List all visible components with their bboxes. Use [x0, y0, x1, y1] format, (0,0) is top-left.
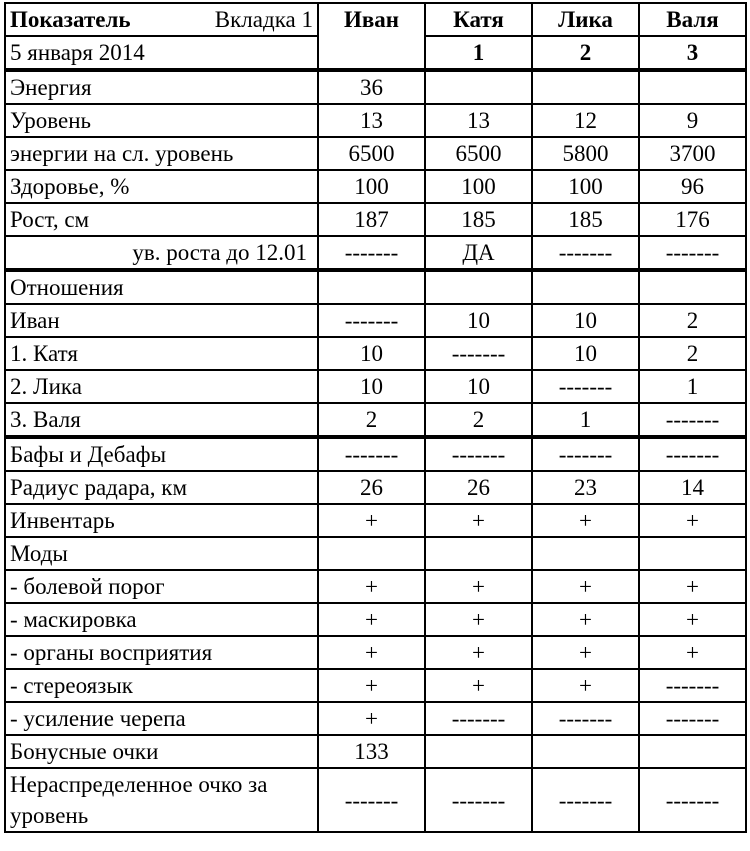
row-label: 1. Катя: [5, 337, 318, 370]
value-cell: [639, 70, 746, 104]
value-cell: -------: [639, 702, 746, 735]
header-title-cell: [5, 3, 318, 36]
value-cell: 13: [425, 104, 532, 137]
value-cell: 187: [318, 203, 425, 236]
value-cell: [318, 270, 425, 304]
table-row: [5, 170, 746, 203]
value-cell: 10: [532, 304, 639, 337]
row-label: Энергия: [5, 70, 318, 104]
player-num-valya: 3: [639, 36, 746, 70]
value-cell: 36: [318, 70, 425, 104]
player-name-katya: Катя: [425, 3, 532, 36]
value-cell: +: [639, 570, 746, 603]
row-label: - усиление черепа: [5, 702, 318, 735]
row-label: Радиус радара, км: [5, 471, 318, 504]
date-label: 5 января 2014: [5, 36, 318, 70]
value-cell: +: [425, 603, 532, 636]
value-cell: 26: [318, 471, 425, 504]
value-cell: +: [318, 669, 425, 702]
value-cell: +: [425, 570, 532, 603]
value-cell: [639, 735, 746, 768]
value-cell: 23: [532, 471, 639, 504]
value-cell: -------: [532, 236, 639, 270]
value-cell: 176: [639, 203, 746, 236]
value-cell: +: [532, 504, 639, 537]
table-row: [5, 437, 746, 471]
player-name-valya: Валя: [639, 3, 746, 36]
table-row: [5, 337, 746, 370]
table-row: [5, 137, 746, 170]
table-row: [5, 304, 746, 337]
value-cell: 12: [532, 104, 639, 137]
table-row: [5, 669, 746, 702]
value-cell: 2: [639, 337, 746, 370]
value-cell: -------: [318, 437, 425, 471]
row-label: Уровень: [5, 104, 318, 137]
table-row: [5, 603, 746, 636]
value-cell: 10: [318, 337, 425, 370]
value-cell: -------: [532, 702, 639, 735]
row-label: - стереоязык: [5, 669, 318, 702]
value-cell: +: [425, 669, 532, 702]
value-cell: -------: [318, 304, 425, 337]
value-cell: [532, 537, 639, 570]
value-cell: +: [425, 636, 532, 669]
value-cell: -------: [532, 437, 639, 471]
value-cell: 100: [532, 170, 639, 203]
value-cell: 6500: [425, 137, 532, 170]
value-cell: [639, 270, 746, 304]
row-label: Здоровье, %: [5, 170, 318, 203]
value-cell: [532, 270, 639, 304]
row-label: 3. Валя: [5, 403, 318, 437]
value-cell: -------: [639, 437, 746, 471]
table-row: [5, 270, 746, 304]
value-cell: -------: [532, 768, 639, 832]
value-cell: [532, 735, 639, 768]
table-row: [5, 203, 746, 236]
table-row: [5, 636, 746, 669]
value-cell: 133: [318, 735, 425, 768]
table-row: [5, 236, 746, 270]
value-cell: +: [318, 603, 425, 636]
value-cell: [425, 70, 532, 104]
row-label: Бонусные очки: [5, 735, 318, 768]
value-cell: 10: [318, 370, 425, 403]
table-row: [5, 735, 746, 768]
table-row: [5, 768, 746, 832]
value-cell: -------: [639, 669, 746, 702]
table-row: [5, 471, 746, 504]
value-cell: 2: [318, 403, 425, 437]
value-cell: -------: [318, 236, 425, 270]
value-cell: [425, 537, 532, 570]
value-cell: 2: [425, 403, 532, 437]
value-cell: -------: [425, 337, 532, 370]
table-row: [5, 570, 746, 603]
stats-table: [4, 2, 747, 833]
value-cell: 100: [425, 170, 532, 203]
table-row: [5, 504, 746, 537]
row-label: Иван: [5, 304, 318, 337]
value-cell: -------: [425, 768, 532, 832]
value-cell: -------: [639, 236, 746, 270]
row-label: - болевой порог: [5, 570, 318, 603]
player-name-lika: Лика: [532, 3, 639, 36]
value-cell: 185: [532, 203, 639, 236]
value-cell: +: [532, 669, 639, 702]
row-label: Инвентарь: [5, 504, 318, 537]
row-label: - маскировка: [5, 603, 318, 636]
player-name-ivan: Иван: [318, 3, 425, 70]
value-cell: 9: [639, 104, 746, 137]
value-cell: [425, 270, 532, 304]
value-cell: [639, 537, 746, 570]
value-cell: [532, 70, 639, 104]
table-row: [5, 702, 746, 735]
row-label: Отношения: [5, 270, 318, 304]
stats-body: [5, 3, 746, 832]
value-cell: +: [639, 603, 746, 636]
value-cell: +: [532, 570, 639, 603]
value-cell: 10: [532, 337, 639, 370]
value-cell: [425, 735, 532, 768]
table-row: [5, 104, 746, 137]
row-label: Нераспределенное очко за уровень: [5, 768, 318, 832]
table-row: [5, 370, 746, 403]
table-row: [5, 403, 746, 437]
value-cell: +: [318, 636, 425, 669]
row-label: ув. роста до 12.01: [5, 236, 318, 270]
indicator-heading: Показатель: [10, 7, 131, 32]
value-cell: 14: [639, 471, 746, 504]
value-cell: 185: [425, 203, 532, 236]
value-cell: +: [532, 636, 639, 669]
value-cell: +: [639, 636, 746, 669]
value-cell: 1: [639, 370, 746, 403]
player-num-katya: 1: [425, 36, 532, 70]
value-cell: [318, 537, 425, 570]
table-row: [5, 537, 746, 570]
value-cell: -------: [639, 768, 746, 832]
value-cell: 10: [425, 304, 532, 337]
value-cell: 1: [532, 403, 639, 437]
row-label: 2. Лика: [5, 370, 318, 403]
value-cell: 2: [639, 304, 746, 337]
value-cell: +: [532, 603, 639, 636]
value-cell: 5800: [532, 137, 639, 170]
value-cell: 13: [318, 104, 425, 137]
row-label: Рост, см: [5, 203, 318, 236]
value-cell: +: [318, 504, 425, 537]
value-cell: +: [639, 504, 746, 537]
value-cell: 26: [425, 471, 532, 504]
value-cell: -------: [532, 370, 639, 403]
table-row: [5, 70, 746, 104]
value-cell: 3700: [639, 137, 746, 170]
value-cell: 6500: [318, 137, 425, 170]
row-label: Моды: [5, 537, 318, 570]
value-cell: -------: [318, 768, 425, 832]
player-num-lika: 2: [532, 36, 639, 70]
value-cell: -------: [639, 403, 746, 437]
value-cell: -------: [425, 437, 532, 471]
row-label: Бафы и Дебафы: [5, 437, 318, 471]
value-cell: 96: [639, 170, 746, 203]
row-label: - органы восприятия: [5, 636, 318, 669]
value-cell: 100: [318, 170, 425, 203]
header-row-1: [5, 3, 746, 36]
row-label: энергии на сл. уровень: [5, 137, 318, 170]
value-cell: ДА: [425, 236, 532, 270]
value-cell: -------: [425, 702, 532, 735]
value-cell: +: [318, 570, 425, 603]
value-cell: +: [318, 702, 425, 735]
value-cell: +: [425, 504, 532, 537]
value-cell: 10: [425, 370, 532, 403]
tab-label: Вкладка 1: [214, 7, 313, 32]
